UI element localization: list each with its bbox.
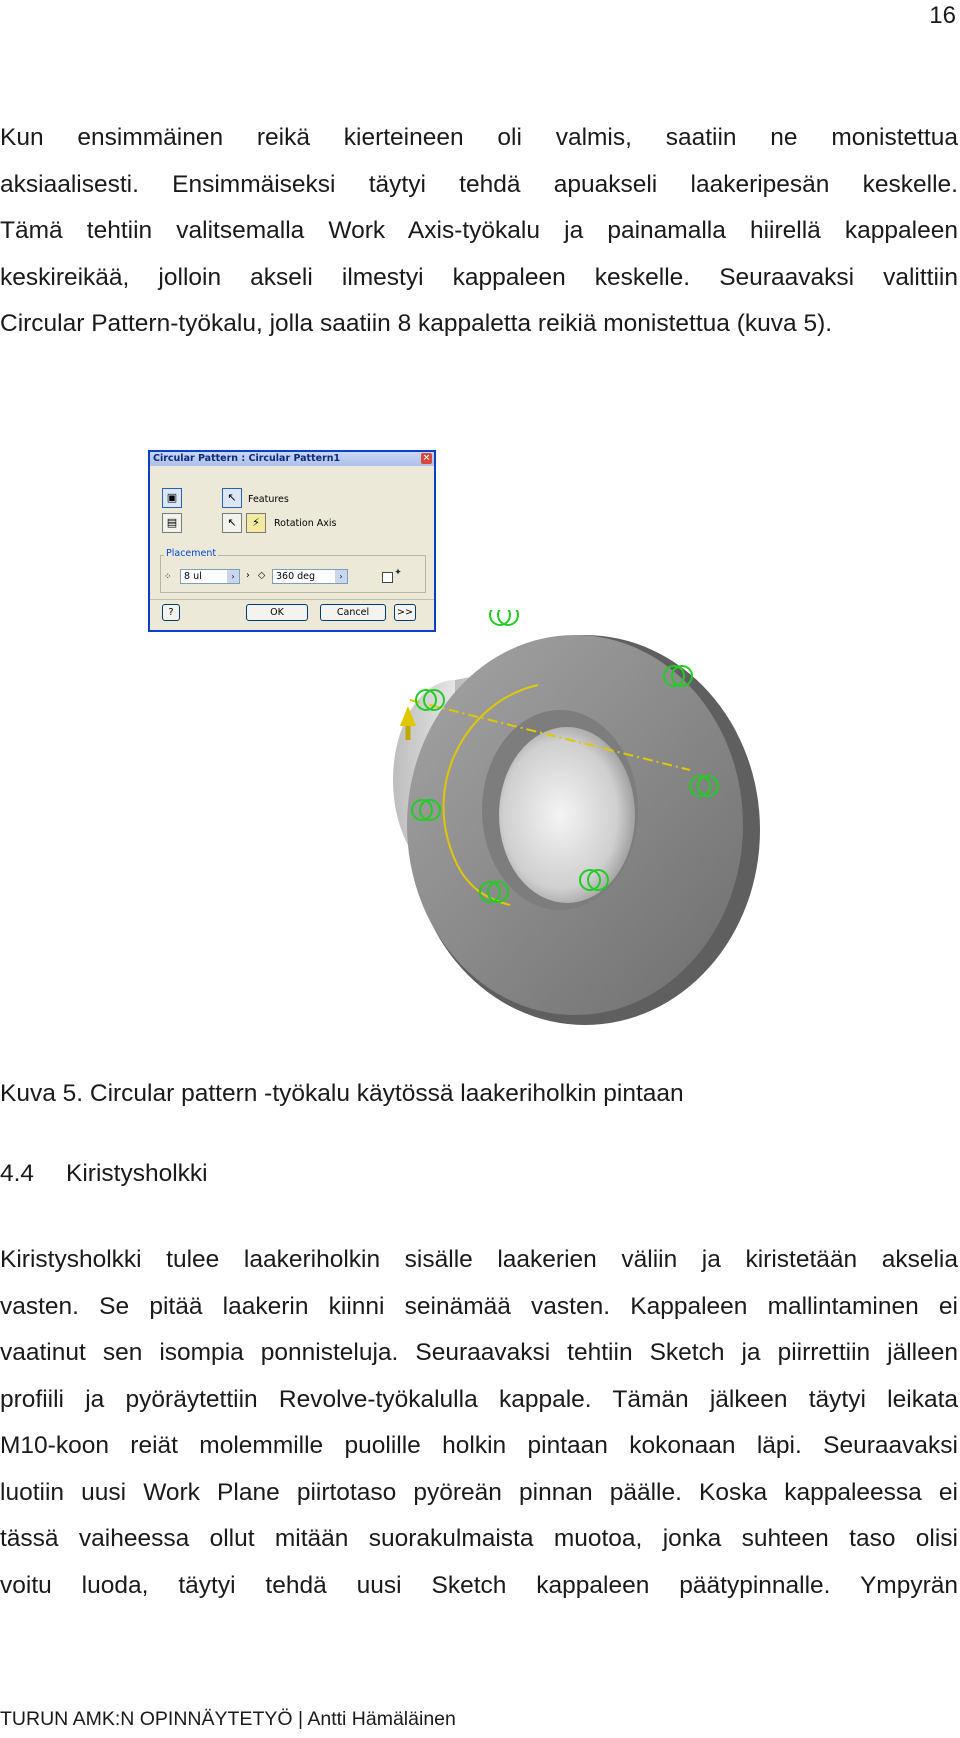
placement-label: Placement xyxy=(166,548,217,559)
count-value: 8 ul xyxy=(184,571,202,582)
paragraph-line: voitu luoda, täytyi tehdä uusi Sketch kappaleen päätypinnalle. Ympyrän xyxy=(0,1571,958,1599)
paragraph-line: Circular Pattern-työkalu, jolla saatiin 8 kappaletta reikiä monistettua (kuva 5). xyxy=(0,310,833,337)
paragraph-line: vaatinut sen isompia ponnisteluja. Seuraavaksi tehtiin Sketch ja piirrettiin jälleen xyxy=(0,1339,958,1366)
angle-value: 360 deg xyxy=(276,571,316,582)
paragraph-line: Kun ensimmäinen reikä kierteineen oli valmis, saatiin ne monistettua xyxy=(0,124,958,151)
paragraph-1 xyxy=(0,115,958,348)
paragraph-line: vasten. Se pitää laakerin kiinni seinämää vasten. Kappaleen mallintaminen ei xyxy=(0,1292,958,1320)
midplane-icon[interactable]: ✦ xyxy=(394,567,402,578)
section-number: 4.4 xyxy=(0,1160,35,1187)
section-title: Kiristysholkki xyxy=(66,1160,208,1187)
angle-icon: ◇ xyxy=(258,570,266,581)
paragraph-line: tässä vaiheessa ollut mitään suorakulmaista muotoa, jonka suhteen taso olisi xyxy=(0,1525,958,1552)
help-button[interactable]: ? xyxy=(162,604,180,621)
paragraph-line: Tämä tehtiin valitsemalla Work Axis-työkalu ja painamalla hiirellä kappaleen xyxy=(0,217,958,244)
hole-marker xyxy=(490,610,518,625)
page-number: 16 xyxy=(929,2,956,29)
dialog-title-bar xyxy=(150,452,434,466)
fit-within-checkbox[interactable] xyxy=(382,572,393,583)
more-button[interactable]: >> xyxy=(394,604,416,621)
angle-field[interactable] xyxy=(272,569,348,584)
cancel-button[interactable]: Cancel xyxy=(320,604,386,621)
bearing-housing-figure xyxy=(360,610,800,1030)
chevron-right-icon[interactable]: › xyxy=(227,570,239,583)
count-field[interactable] xyxy=(180,569,240,584)
paragraph-line: M10-koon reiät molemmille puolille holkin pintaan kokonaan läpi. Seuraavaksi xyxy=(0,1432,958,1459)
features-select-icon[interactable]: ↖ xyxy=(222,488,242,508)
paragraph-2 xyxy=(0,1237,958,1609)
pattern-individual-icon[interactable]: ▣ xyxy=(162,488,182,508)
paragraph-line: luotiin uusi Work Plane piirtotaso pyöreän pinnan päälle. Koska kappaleessa ei xyxy=(0,1478,958,1506)
count-icon: ⁘ xyxy=(164,572,172,582)
axis-select-icon[interactable]: ↖ xyxy=(222,513,242,533)
ok-button[interactable]: OK xyxy=(246,604,308,621)
paragraph-line: profiili ja pyöräytettiin Revolve-työkalulla kappale. Tämän jälkeen täytyi leikata xyxy=(0,1385,958,1413)
circular-pattern-dialog xyxy=(148,450,436,632)
close-icon[interactable]: × xyxy=(422,453,431,463)
divider xyxy=(150,599,434,600)
chevron-right-icon[interactable]: › xyxy=(335,570,347,583)
section-heading xyxy=(0,1160,208,1188)
pattern-solid-icon[interactable]: ▤ xyxy=(162,513,182,533)
rotation-axis-label: Rotation Axis xyxy=(274,518,337,529)
bore-inner xyxy=(499,727,635,903)
features-label: Features xyxy=(248,494,289,505)
paragraph-line: aksiaalisesti. Ensimmäiseksi täytyi tehdä apuakseli laakeripesän keskelle. xyxy=(0,170,958,198)
flip-icon[interactable]: ⚡ xyxy=(246,513,266,533)
footer: TURUN AMK:N OPINNÄYTETYÖ | Antti Hämäläinen xyxy=(0,1708,456,1730)
expand-icon[interactable]: › xyxy=(246,570,250,581)
dialog-title: Circular Pattern : Circular Pattern1 xyxy=(153,453,341,464)
paragraph-line: keskireikää, jolloin akseli ilmestyi kappaleen keskelle. Seuraavaksi valittiin xyxy=(0,263,958,291)
figure-caption: Kuva 5. Circular pattern -työkalu käytössä laakeriholkin pintaan xyxy=(0,1080,684,1107)
paragraph-line: Kiristysholkki tulee laakeriholkin sisälle laakerien väliin ja kiristetään akselia xyxy=(0,1246,958,1273)
